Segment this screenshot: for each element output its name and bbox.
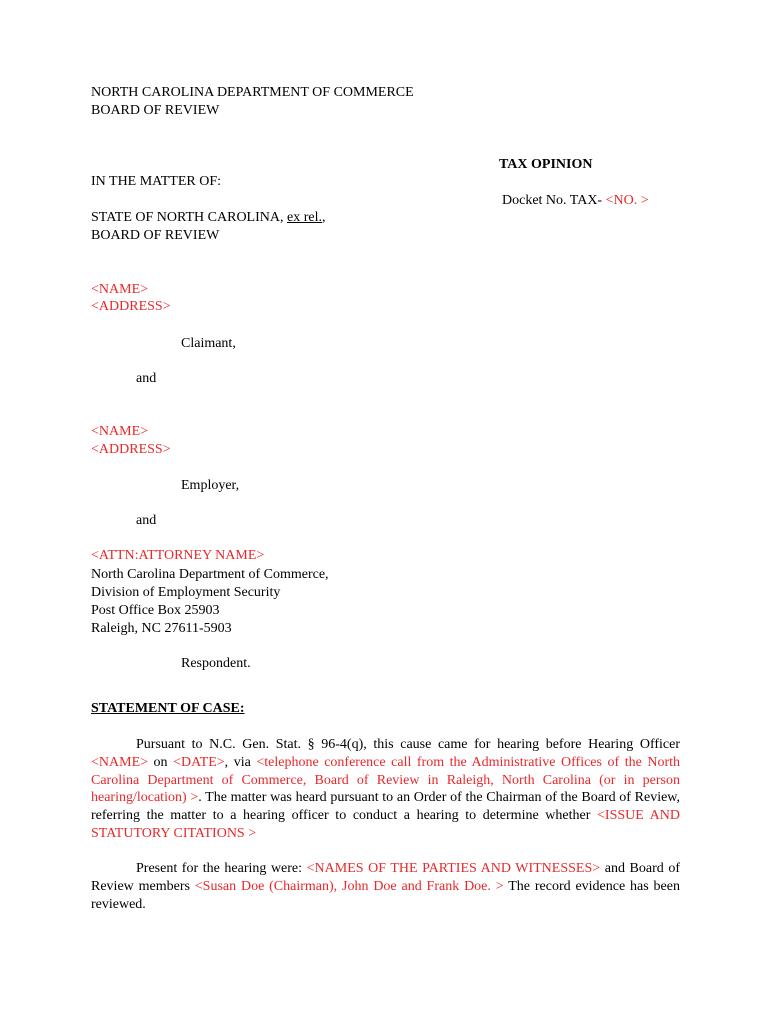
claimant-address-placeholder: <ADDRESS>	[91, 299, 171, 314]
docket-number	[502, 192, 649, 210]
agency-header-line2: BOARD OF REVIEW	[91, 103, 220, 118]
docket-label: Docket No. TAX-	[502, 193, 606, 208]
p2-text-a: Present for the hearing were:	[136, 861, 307, 876]
board-caption: BOARD OF REVIEW	[91, 228, 220, 243]
statement-paragraph-1	[91, 736, 680, 843]
docket-placeholder: <NO. >	[605, 193, 649, 208]
state-caption	[91, 209, 325, 227]
state-suffix: ,	[321, 210, 326, 225]
claimant-name-placeholder: <NAME>	[91, 282, 149, 297]
statement-paragraph-2	[91, 860, 680, 913]
state-name: STATE OF NORTH CAROLINA,	[91, 210, 287, 225]
claimant-role: Claimant,	[181, 336, 236, 351]
respondent-line1: North Carolina Department of Commerce,	[91, 567, 329, 582]
issue-placeholder: <ISSUE AND STATUTORY CITATIONS >	[91, 808, 680, 841]
p1-text-c: , via	[224, 754, 257, 770]
p1-text-d: . The matter was heard pursuant to an Order of the Chairman of the Board of Review, referring the matter to a hearing officer to conduct a hearing to determine whether	[91, 790, 680, 824]
and-connector-1: and	[136, 371, 157, 386]
employer-address-placeholder: <ADDRESS>	[91, 442, 171, 457]
parties-placeholder: <NAMES OF THE PARTIES AND WITNESSES>	[306, 861, 601, 876]
agency-header-line1: NORTH CAROLINA DEPARTMENT OF COMMERCE	[91, 85, 414, 100]
hearing-method-placeholder: <telephone conference call from the Administrative Offices of the North Carolina Department of Commerce, Board of Review in Raleigh, North Carolina (or in person hearing/location) >	[91, 754, 681, 806]
respondent-line2: Division of Employment Security	[91, 585, 281, 600]
attorney-placeholder: <ATTN:ATTORNEY NAME>	[91, 548, 265, 563]
respondent-line3: Post Office Box 25903	[91, 603, 220, 618]
p1-text-a: Pursuant to N.C. Gen. Stat. § 96-4(q), this cause came for hearing before Hearing Officer	[136, 737, 680, 752]
hearing-officer-placeholder: <NAME>	[91, 754, 149, 770]
p2-text-b: and Board of Review members	[91, 861, 680, 894]
employer-role: Employer,	[181, 478, 240, 493]
p1-text-b: on	[148, 754, 174, 770]
p2-text-c: The record evidence has been reviewed.	[91, 878, 680, 912]
opinion-title: TAX OPINION	[499, 157, 593, 172]
statement-heading: STATEMENT OF CASE:	[91, 701, 245, 716]
in-the-matter-of: IN THE MATTER OF:	[91, 174, 222, 189]
ex-rel: ex rel.	[287, 210, 322, 225]
respondent-line4: Raleigh, NC 27611-5903	[91, 621, 232, 636]
and-connector-2: and	[136, 513, 157, 528]
respondent-role: Respondent.	[181, 656, 251, 671]
date-placeholder: <DATE>	[173, 754, 225, 770]
employer-name-placeholder: <NAME>	[91, 424, 149, 439]
board-members-placeholder: <Susan Doe (Chairman), John Doe and Frank Doe. >	[194, 878, 504, 894]
